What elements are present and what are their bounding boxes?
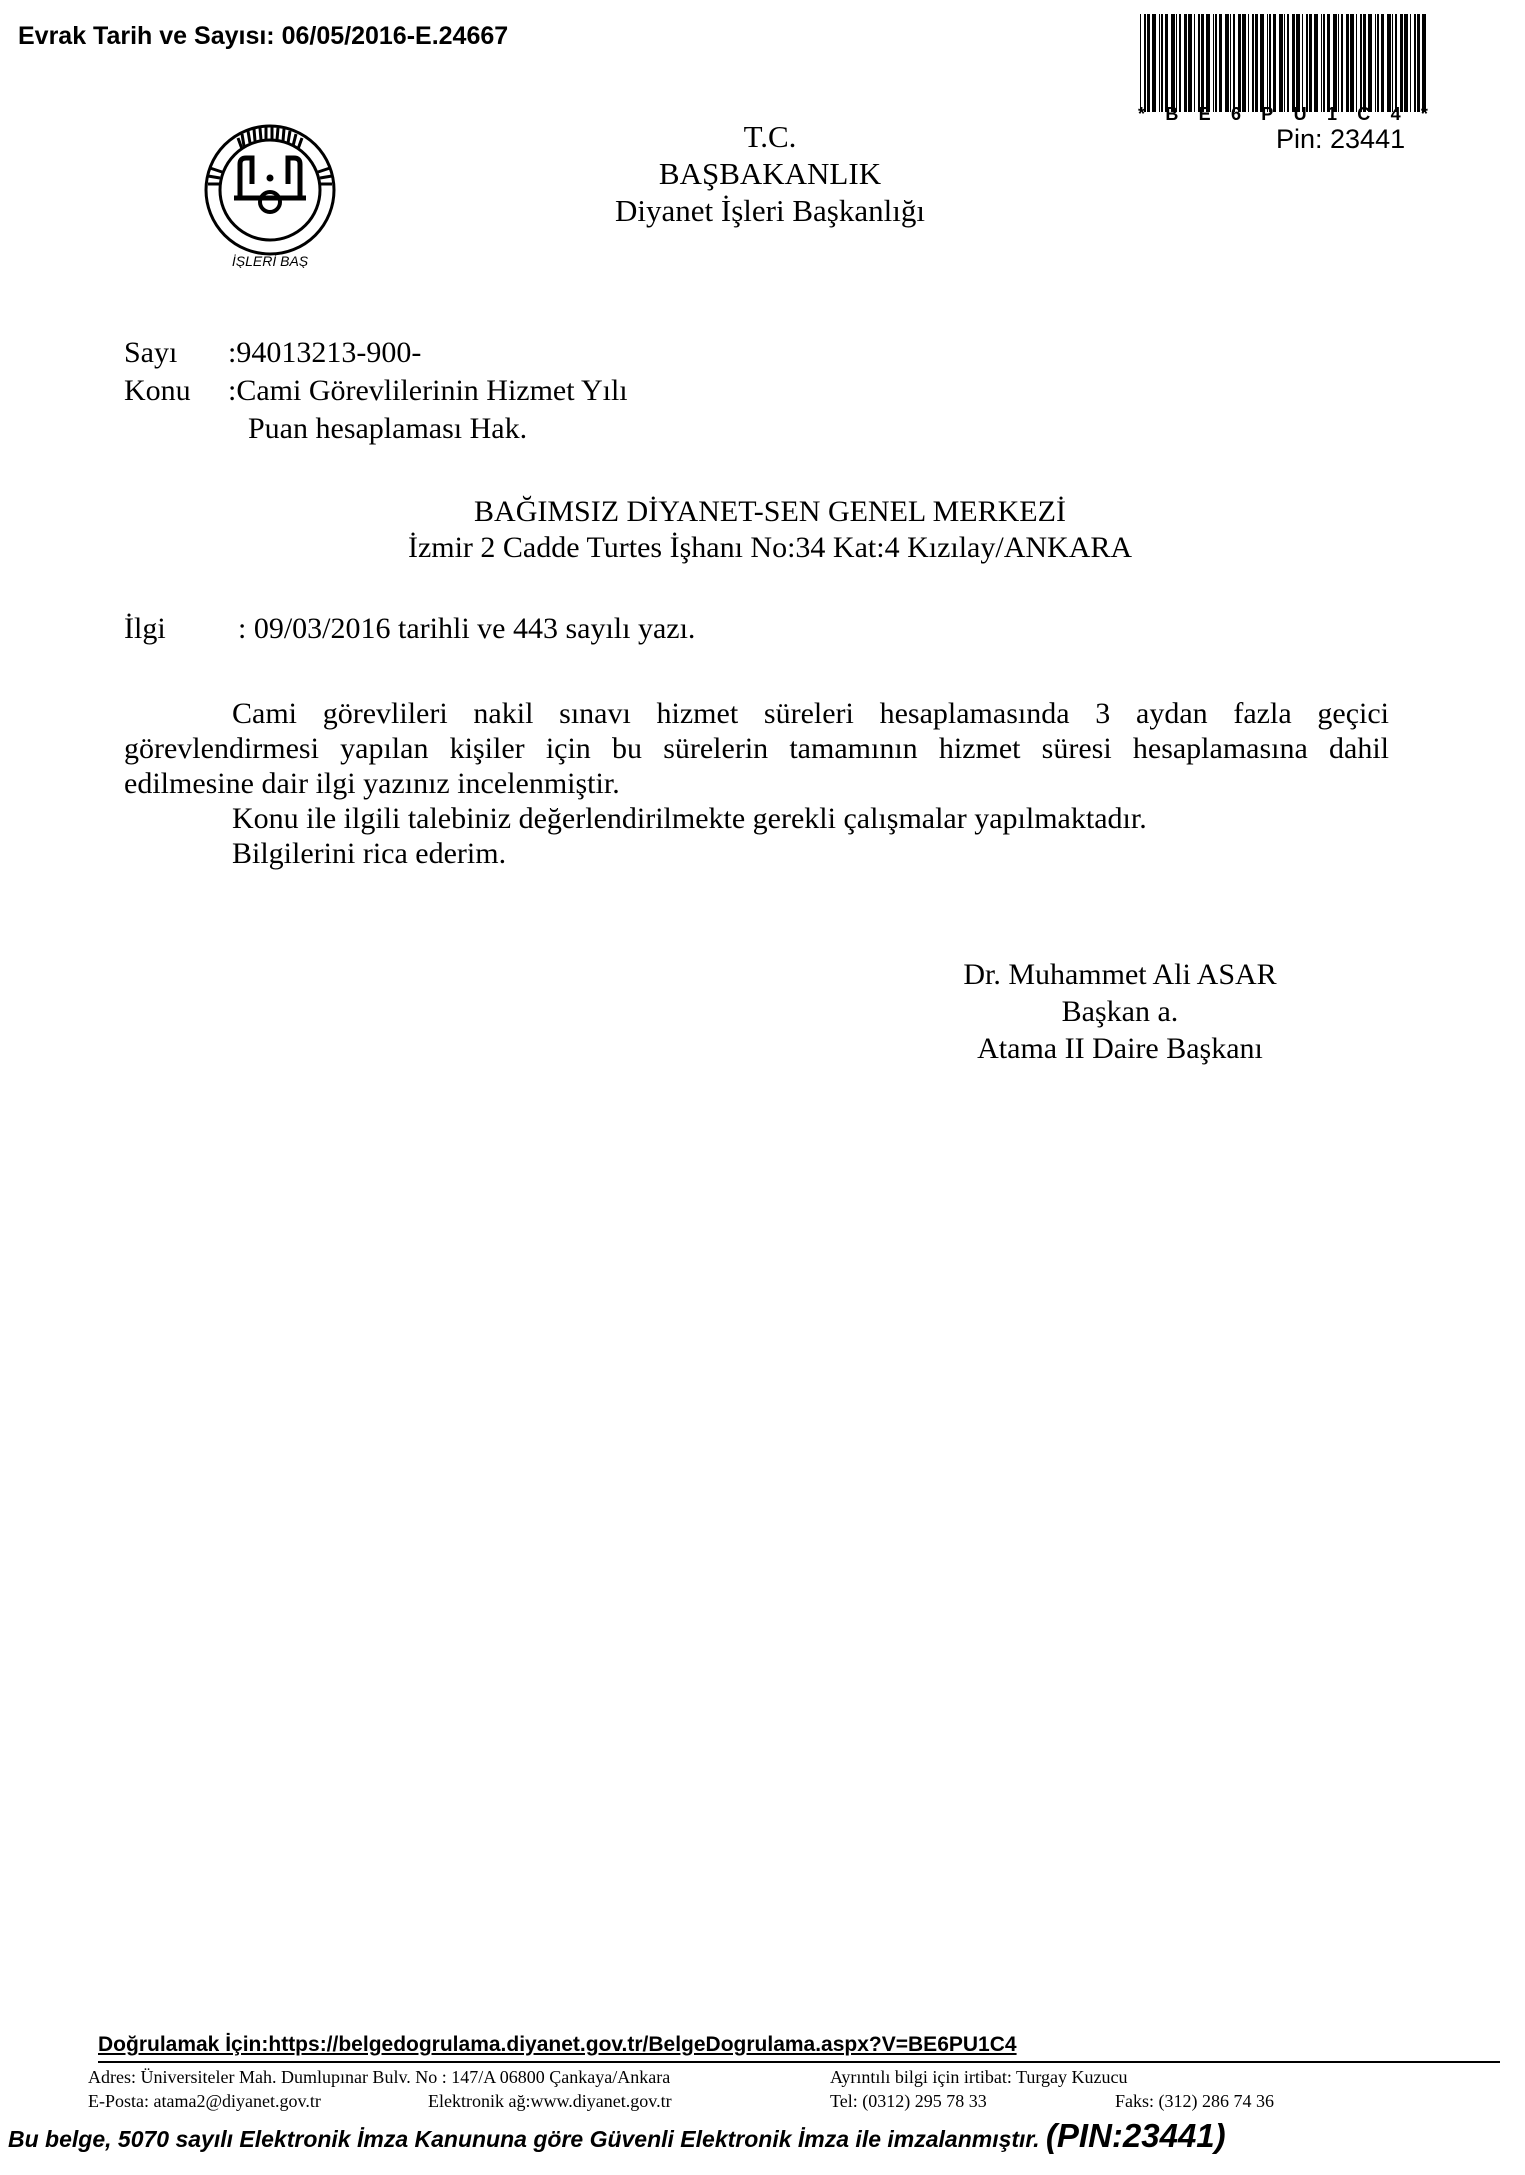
konu-value-continued: Puan hesaplaması Hak. <box>248 412 528 445</box>
konu-value: :Cami Görevlilerinin Hizmet Yılı <box>228 374 628 407</box>
diyanet-logo-seal-icon <box>182 118 362 268</box>
barcode-char: E <box>1198 104 1211 124</box>
barcode-char: C <box>1357 104 1371 124</box>
konu-label: Konu <box>124 374 191 407</box>
barcode-icon <box>1138 14 1428 112</box>
letter-body <box>124 696 1389 871</box>
barcode-char: 6 <box>1230 104 1241 124</box>
verification-link[interactable]: Doğrulamak İçin:https://belgedogrulama.diyanet.gov.tr/BelgeDogrulama.aspx?V=BE6PU1C4 <box>98 2033 1017 2056</box>
footer-divider <box>98 2061 1500 2063</box>
body-paragraph-3: Bilgilerini rica ederim. <box>232 837 507 870</box>
pin-number: Pin: 23441 <box>1276 124 1406 154</box>
body-paragraph-1: Cami görevlileri nakil sınavı hizmet süreleri hesaplamasında 3 aydan fazla geçici görevlendirmesi yapılan kişiler için bu sürelerin tamamının hizmet süresi hesaplamasına dahil edilmesine dair ilgi yazınız incelenmiştir. <box>124 697 1389 800</box>
e-signature-pin: (PIN:23441) <box>1045 2117 1226 2154</box>
barcode-char: * <box>1138 104 1146 124</box>
body-paragraph-2: Konu ile ilgili talebiniz değerlendirilmekte gerekli çalışmalar yapılmaktadır. <box>232 802 1147 835</box>
barcode-char: U <box>1293 104 1307 124</box>
signatory-title-2: Atama II Daire Başkanı <box>977 1032 1263 1065</box>
barcode-char: P <box>1261 104 1274 124</box>
footer-address: Adres: Üniversiteler Mah. Dumlupınar Bulv. No : 147/A 06800 Çankaya/Ankara <box>88 2067 671 2087</box>
header-basbakanlik: BAŞBAKANLIK <box>658 156 882 191</box>
e-signature-notice <box>8 2117 1226 2155</box>
header-tc: T.C. <box>743 119 797 154</box>
recipient-name: BAĞIMSIZ DİYANET-SEN GENEL MERKEZİ <box>474 495 1066 528</box>
footer-contact-person: Ayrıntılı bilgi için irtibat: Turgay Kuzucu <box>830 2067 1128 2087</box>
footer-website: Elektronik ağ:www.diyanet.gov.tr <box>428 2091 672 2111</box>
footer-email: E-Posta: atama2@diyanet.gov.tr <box>88 2091 321 2111</box>
ilgi-value: : 09/03/2016 tarihli ve 443 sayılı yazı. <box>238 612 696 645</box>
recipient-street: İzmir 2 Cadde Turtes İşhanı No:34 Kat:4 Kızılay/ANKARA <box>407 531 1133 564</box>
signatory-name: Dr. Muhammet Ali ASAR <box>963 958 1277 991</box>
signature-block <box>920 956 1320 1067</box>
e-signature-text: Bu belge, 5070 sayılı Elektronik İmza Kanununa göre Güvenli Elektronik İmza ile imzalanmıştır. <box>8 2126 1040 2152</box>
header-diyanet: Diyanet İşleri Başkanlığı <box>615 193 925 228</box>
signatory-title-1: Başkan a. <box>1061 995 1179 1028</box>
institution-header <box>560 118 980 229</box>
document-reference: Evrak Tarih ve Sayısı: 06/05/2016-E.24667 <box>18 22 509 50</box>
footer-phone: Tel: (0312) 295 78 33 <box>830 2091 987 2111</box>
barcode-text <box>1138 104 1428 125</box>
recipient-address <box>340 494 1200 566</box>
barcode-char: * <box>1420 104 1428 124</box>
barcode-char: 1 <box>1326 104 1337 124</box>
ilgi-label: İlgi <box>124 612 166 645</box>
sayi-label: Sayı <box>124 336 178 369</box>
footer-fax: Faks: (312) 286 74 36 <box>1115 2091 1274 2111</box>
sayi-value: :94013213-900- <box>228 336 422 369</box>
barcode-char: B <box>1165 104 1179 124</box>
svg-text:İŞLERİ BAŞ: İŞLERİ BAŞ <box>231 253 309 268</box>
barcode-char: 4 <box>1390 104 1401 124</box>
